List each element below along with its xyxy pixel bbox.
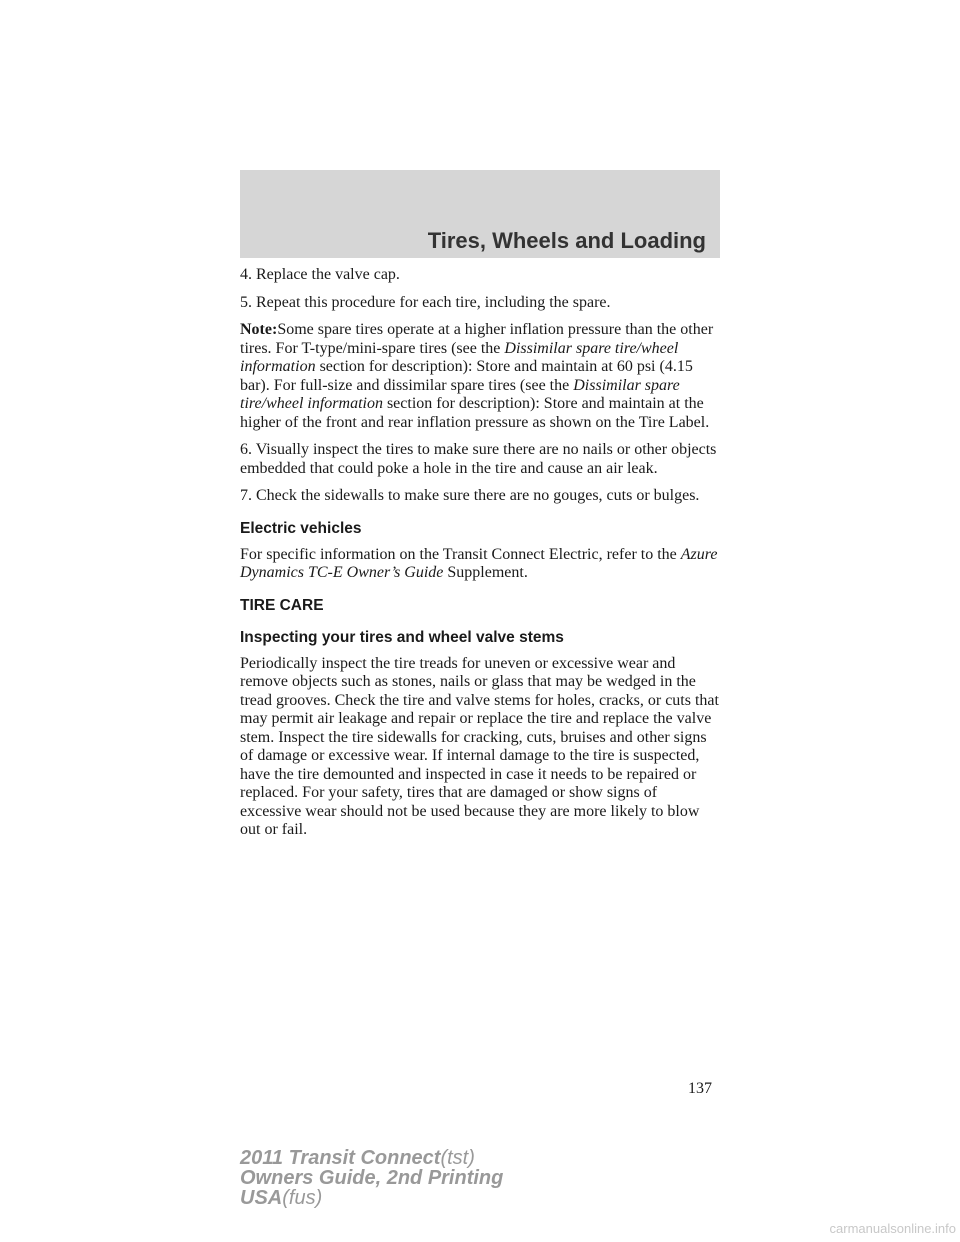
step-6: 6. Visually inspect the tires to make sure there are no nails or other objects embedded that could poke a hole in the tire and cause an air leak. xyxy=(240,441,717,477)
note-paragraph xyxy=(240,321,720,432)
section-title: Tires, Wheels and Loading xyxy=(427,228,706,253)
page-content xyxy=(240,266,720,849)
footer-line-1 xyxy=(240,1148,503,1168)
note-label: Note: xyxy=(240,321,278,338)
footer-market: USA xyxy=(240,1187,283,1209)
section-header xyxy=(240,170,720,258)
footer-market-code: (fus) xyxy=(282,1187,323,1209)
inspecting-paragraph: Periodically inspect the tire treads for uneven or excessive wear and remove objects such as stones, nails or glass that may be wedged in the tread grooves. Check the tire and valve stems for holes, cracks, or cuts that may permit air leakage and repair or replace the tire and replace the valve stem. Inspect the tire sidewalls for cracking, cuts, bruises and other signs of damage or excessive wear. If internal damage to the tire is suspected, have the tire demounted and inspected in case it needs to be repaired or replaced. For your safety, tires that are damaged or show signs of excessive wear should not be used because they are more likely to blow out or fail. xyxy=(240,654,719,838)
step-5: 5. Repeat this procedure for each tire, including the spare. xyxy=(240,293,611,311)
step-4: 4. Replace the valve cap. xyxy=(240,266,400,283)
footer-model: 2011 Transit Connect xyxy=(240,1147,441,1169)
step-7: 7. Check the sidewalls to make sure there are no gouges, cuts or bulges. xyxy=(240,487,700,504)
electric-text-1: For specific information on the Transit Connect Electric, refer to the xyxy=(240,545,681,563)
inspecting-heading: Inspecting your tires and wheel valve stems xyxy=(240,628,564,646)
note-text-1: Some spare tires operate at a higher inflation pressure than the other tires. For T-type/mini-spare tires (see the xyxy=(240,321,714,357)
note-text-3: section for description): Store and maintain at the higher of the front and rear inflation pressure as shown on the Tire Label. xyxy=(240,395,710,431)
page-number: 137 xyxy=(688,1080,712,1097)
electric-guide-ref: Azure Dynamics TC-E Owner’s Guide xyxy=(240,545,718,581)
electric-text-2: Supplement. xyxy=(443,564,528,581)
note-text-2: section for description): Store and maintain at 60 psi (4.15 bar). For full-size and dissimilar spare tires (see the xyxy=(240,358,693,394)
electric-paragraph xyxy=(240,546,720,583)
note-ref-1: Dissimilar spare tire/wheel information xyxy=(240,339,679,375)
document-footer xyxy=(240,1148,503,1208)
watermark: carmanualsonline.info xyxy=(829,1221,956,1236)
tire-care-heading: TIRE CARE xyxy=(240,596,324,614)
note-ref-2: Dissimilar spare tire/wheel information xyxy=(240,376,680,412)
electric-vehicles-heading: Electric vehicles xyxy=(240,519,362,537)
footer-line-3 xyxy=(240,1188,503,1208)
footer-model-code: (tst) xyxy=(440,1147,475,1169)
footer-line-2: Owners Guide, 2nd Printing xyxy=(240,1167,504,1189)
